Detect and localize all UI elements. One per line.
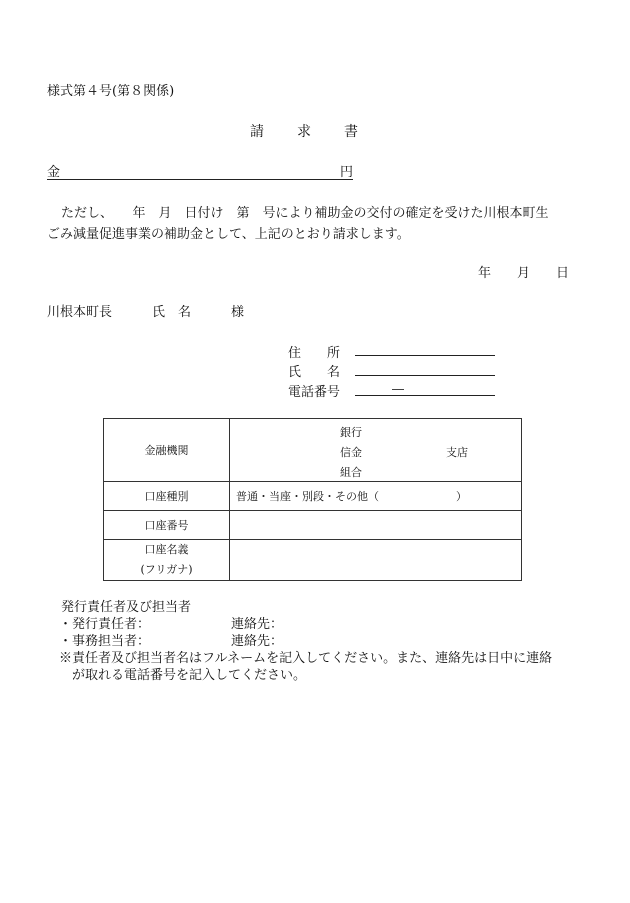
applicant-phone-row [288,381,346,400]
account-type-row [104,482,522,511]
bank-account-table [103,418,522,581]
staff-row [59,633,552,650]
amount-underline [47,163,353,180]
staff-label: ・事務担当者： [59,634,151,649]
account-name-field[interactable] [230,540,522,581]
amount-prefix: 金 [47,165,61,180]
account-number-field[interactable] [230,511,522,540]
date-year: 年 [478,266,492,281]
phone-dash: ― [392,382,404,396]
body-text-line-2: ごみ減量促進事業の補助金として、上記のとおり請求します。 [47,227,410,242]
bank-type-kumiai: 組合 [340,466,362,479]
applicant-name-row [288,361,346,380]
addressee-name-label: 氏 名 [152,305,192,320]
bank-type-bank: 銀行 [340,426,362,439]
account-number-label: 口座番号 [104,511,230,540]
account-name-label-cell [104,540,230,581]
bank-type-shinkin: 信金 [340,446,362,459]
phone-label: 電話番号 [288,385,341,400]
applicant-address-row [288,342,346,361]
staff-contact-label: 連絡先： [231,634,284,649]
account-type-options[interactable]: 普通・当座・別段・その他（ ） [230,482,522,511]
remark-line-1: ※責任者及び担当者名はフルネームを記入してください。また、連絡先は日中に連絡 [59,651,553,666]
addressee-honorific: 様 [231,305,245,320]
date-month: 月 [517,266,531,281]
title-char-1: 請 [250,124,264,140]
account-name-kana: (フリガナ) [140,563,193,576]
institution-label: 金融機関 [104,419,230,482]
date-line [478,262,569,281]
body-text-line-1: ただし、 年 月 日付け 第 号により補助金の交付の確定を受けた川根本町生 [61,206,549,221]
notes-heading: 発行責任者及び担当者 [61,600,192,615]
addressee [47,301,244,320]
account-name-row [104,540,522,581]
form-number: 様式第４号(第８関係) [47,84,175,99]
address-label: 住 所 [288,346,341,361]
addressee-office: 川根本町長 [47,305,113,320]
bank-institution-row [104,419,522,482]
issuer-contact-label: 連絡先： [231,617,284,632]
amount-unit: 円 [340,165,354,180]
issuer-label: ・発行責任者： [59,617,151,632]
account-name-label: 口座名義 [144,543,189,556]
remark-line-2: が取れる電話番号を記入してください。 [59,668,307,683]
name-field[interactable] [355,361,495,376]
institution-cell[interactable] [230,419,522,482]
account-number-row [104,511,522,540]
title-char-2: 求 [297,124,311,140]
branch-label: 支店 [446,446,468,459]
address-field[interactable] [355,342,495,356]
issuer-row [59,616,552,633]
name-label: 氏 名 [288,365,341,380]
notes-section [61,599,552,684]
date-day: 日 [556,266,570,281]
document-title [250,121,358,141]
account-type-label: 口座種別 [104,482,230,511]
phone-field[interactable] [355,381,495,396]
title-char-3: 書 [344,124,358,140]
